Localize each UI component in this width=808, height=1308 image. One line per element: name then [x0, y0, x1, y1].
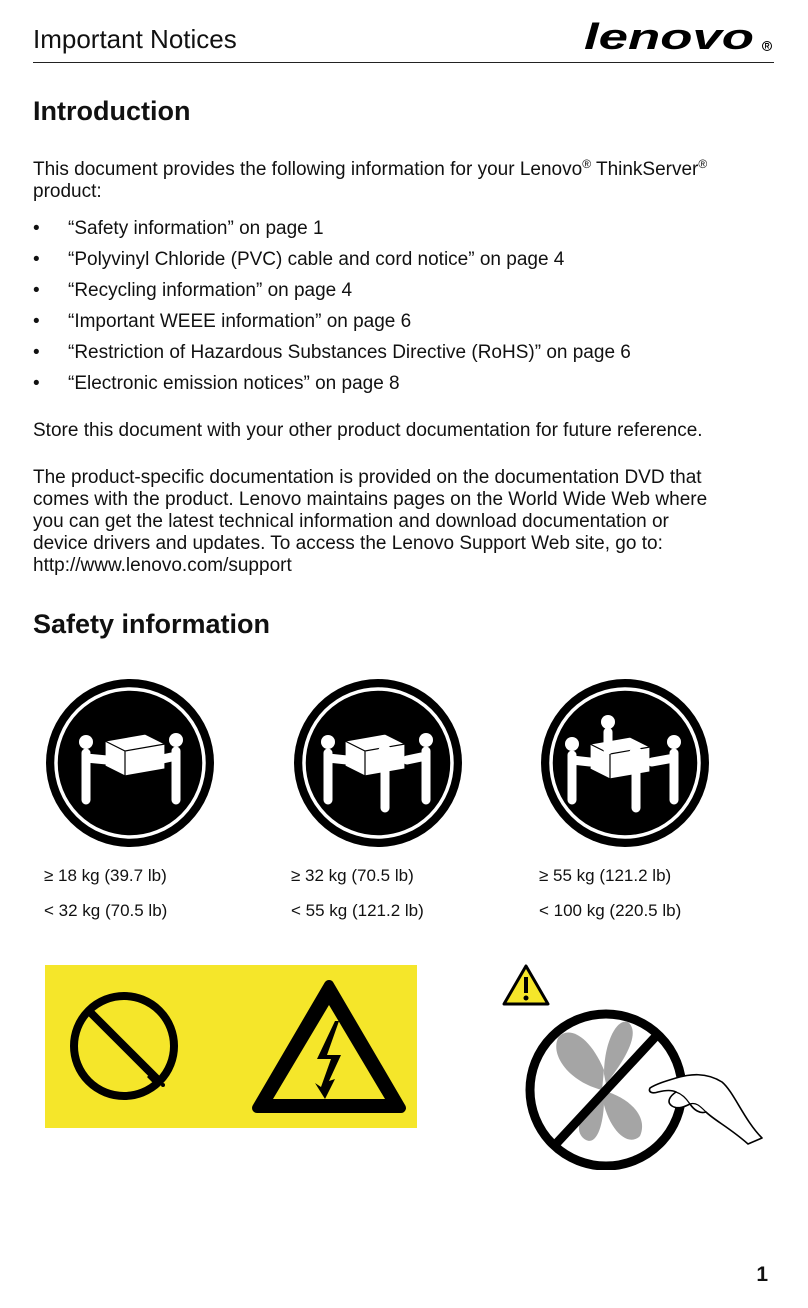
- intro-lead-text: This document provides the following information for your Lenovo: [33, 159, 583, 180]
- list-item[interactable]: • “Recycling information” on page 4: [33, 280, 778, 311]
- list-item[interactable]: • “Safety information” on page 1: [33, 218, 778, 249]
- header-title: Important Notices: [33, 24, 237, 54]
- product-docs-line: comes with the product. Lenovo maintains pages on the World Wide Web where: [33, 489, 708, 510]
- registered-mark: ®: [582, 157, 592, 171]
- warning-triangle-icon: [504, 966, 548, 1004]
- weight-max-label: < 55 kg (121.2 lb): [291, 901, 424, 920]
- weight-min-label: ≥ 55 kg (121.2 lb): [539, 866, 672, 885]
- product-docs-line: device drivers and updates. To access the Lenovo Support Web site, go to:: [33, 533, 663, 554]
- intro-lead-end: product:: [33, 181, 102, 202]
- weight-min-label: ≥ 18 kg (39.7 lb): [44, 866, 167, 885]
- intro-lead-product: ThinkServer: [591, 159, 699, 180]
- page-number: 1: [756, 1263, 768, 1286]
- four-person-lift-icon: [540, 678, 710, 848]
- page-header: [33, 22, 774, 63]
- list-item[interactable]: • “Polyvinyl Chloride (PVC) cable and cord notice” on page 4: [33, 249, 778, 280]
- registered-mark: ®: [698, 157, 708, 171]
- weight-max-label: < 100 kg (220.5 lb): [539, 901, 682, 920]
- fan-hazard-icon: [500, 960, 770, 1170]
- product-docs-line: you can get the latest technical information and download documentation or: [33, 511, 669, 532]
- logo-text: lenovo: [584, 22, 754, 57]
- lenovo-logo: [584, 22, 774, 58]
- two-person-lift-icon: [45, 678, 215, 848]
- safety-heading: Safety information: [33, 609, 271, 639]
- fan-icon: [556, 1022, 642, 1141]
- introduction-heading: Introduction: [33, 96, 191, 126]
- list-item[interactable]: • “Important WEEE information” on page 6: [33, 311, 778, 342]
- store-paragraph: Store this document with your other product documentation for future reference.: [33, 420, 703, 441]
- intro-lead-paragraph: [33, 159, 778, 203]
- weight-max-label: < 32 kg (70.5 lb): [44, 901, 168, 920]
- list-item[interactable]: • “Electronic emission notices” on page 8: [33, 373, 778, 404]
- weight-min-label: ≥ 32 kg (70.5 lb): [291, 866, 414, 885]
- contents-list: [33, 218, 778, 404]
- list-item[interactable]: • “Restriction of Hazardous Substances Directive (RoHS)” on page 6: [33, 342, 778, 373]
- three-person-lift-icon: [293, 678, 463, 848]
- electrical-hazard-panel: [45, 965, 417, 1128]
- product-docs-line: The product-specific documentation is provided on the documentation DVD that: [33, 467, 702, 488]
- product-docs-paragraph: [33, 467, 778, 577]
- support-link[interactable]: http://www.lenovo.com/support: [33, 555, 292, 576]
